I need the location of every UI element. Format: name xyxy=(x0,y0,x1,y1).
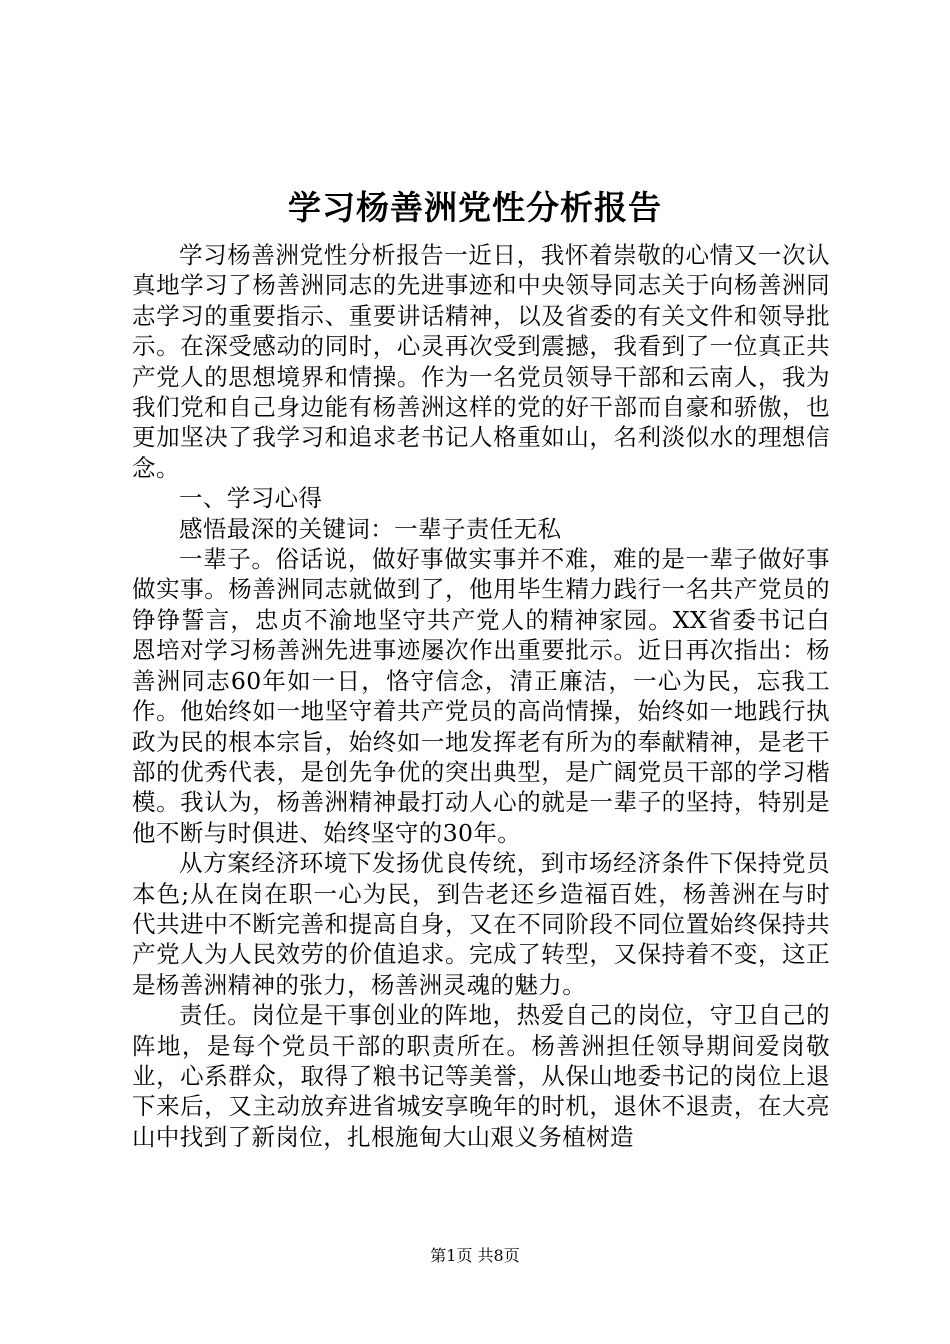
section-heading: 一、学习心得 xyxy=(179,484,323,513)
subheading-keywords: 感悟最深的关键词：一辈子责任无私 xyxy=(179,514,562,543)
paragraph-lifetime: 一辈子。俗话说，做好事做实事并不难，难的是一辈子做好事做实事。杨善洲同志就做到了，他用毕生精力践行一名共产党员的铮铮誓言，忠贞不渝地坚守共产党人的精神家园。XX省委书记白恩培对学习杨善洲先进事迹屡次作出重要批示。近日再次指出：杨善洲同志60年如一日，恪守信念，清正廉洁，一心为民，忘我工作。他始终如一地坚守着共产党员的高尚情操，始终如一地践行执政为民的根本宗旨，始终如一地发挥老有所为的奉献精神，是老干部的优秀代表，是创先争优的突出典型，是广阔党员干部的学习楷模。我认为，杨善洲精神最打动人心的就是一辈子的坚持，特别是他不断与时俱进、始终坚守的30年。 xyxy=(132,545,830,847)
paragraph-intro: 学习杨善洲党性分析报告一近日，我怀着崇敬的心情又一次认真地学习了杨善洲同志的先进事迹和中央领导同志关于向杨善洲同志学习的重要指示、重要讲话精神，以及省委的有关文件和领导批示。在深受感动的同时，心灵再次受到震撼，我看到了一位真正共产党人的思想境界和情操。作为一名党员领导干部和云南人，我为我们党和自己身边能有杨善洲这样的党的好干部而自豪和骄傲，也更加坚决了我学习和追求老书记人格重如山，名利淡似水的理想信念。 xyxy=(132,241,830,482)
paragraph-transition: 从方案经济环境下发扬优良传统，到市场经济条件下保持党员本色;从在岗在职一心为民，到告老还乡造福百姓，杨善洲在与时代共进中不断完善和提高自身，又在不同阶段不同位置始终保持共产党人为人民效劳的价值追求。完成了转型，又保持着不变，这正是杨善洲精神的张力，杨善洲灵魂的魅力。 xyxy=(132,849,830,999)
document-title: 学习杨善洲党性分析报告 xyxy=(288,188,662,227)
page-footer: 第1页 共8页 xyxy=(430,1246,520,1265)
paragraph-responsibility: 责任。岗位是干事创业的阵地，热爱自己的岗位，守卫自己的阵地，是每个党员干部的职责所在。杨善洲担任领导期间爱岗敬业，心系群众，取得了粮书记等美誉，从保山地委书记的岗位上退下来后，又主动放弃进省城安享晚年的时机，退休不退责，在大亮山中找到了新岗位，扎根施甸大山艰义务植树造 xyxy=(132,1001,830,1151)
document-body xyxy=(132,240,830,1152)
